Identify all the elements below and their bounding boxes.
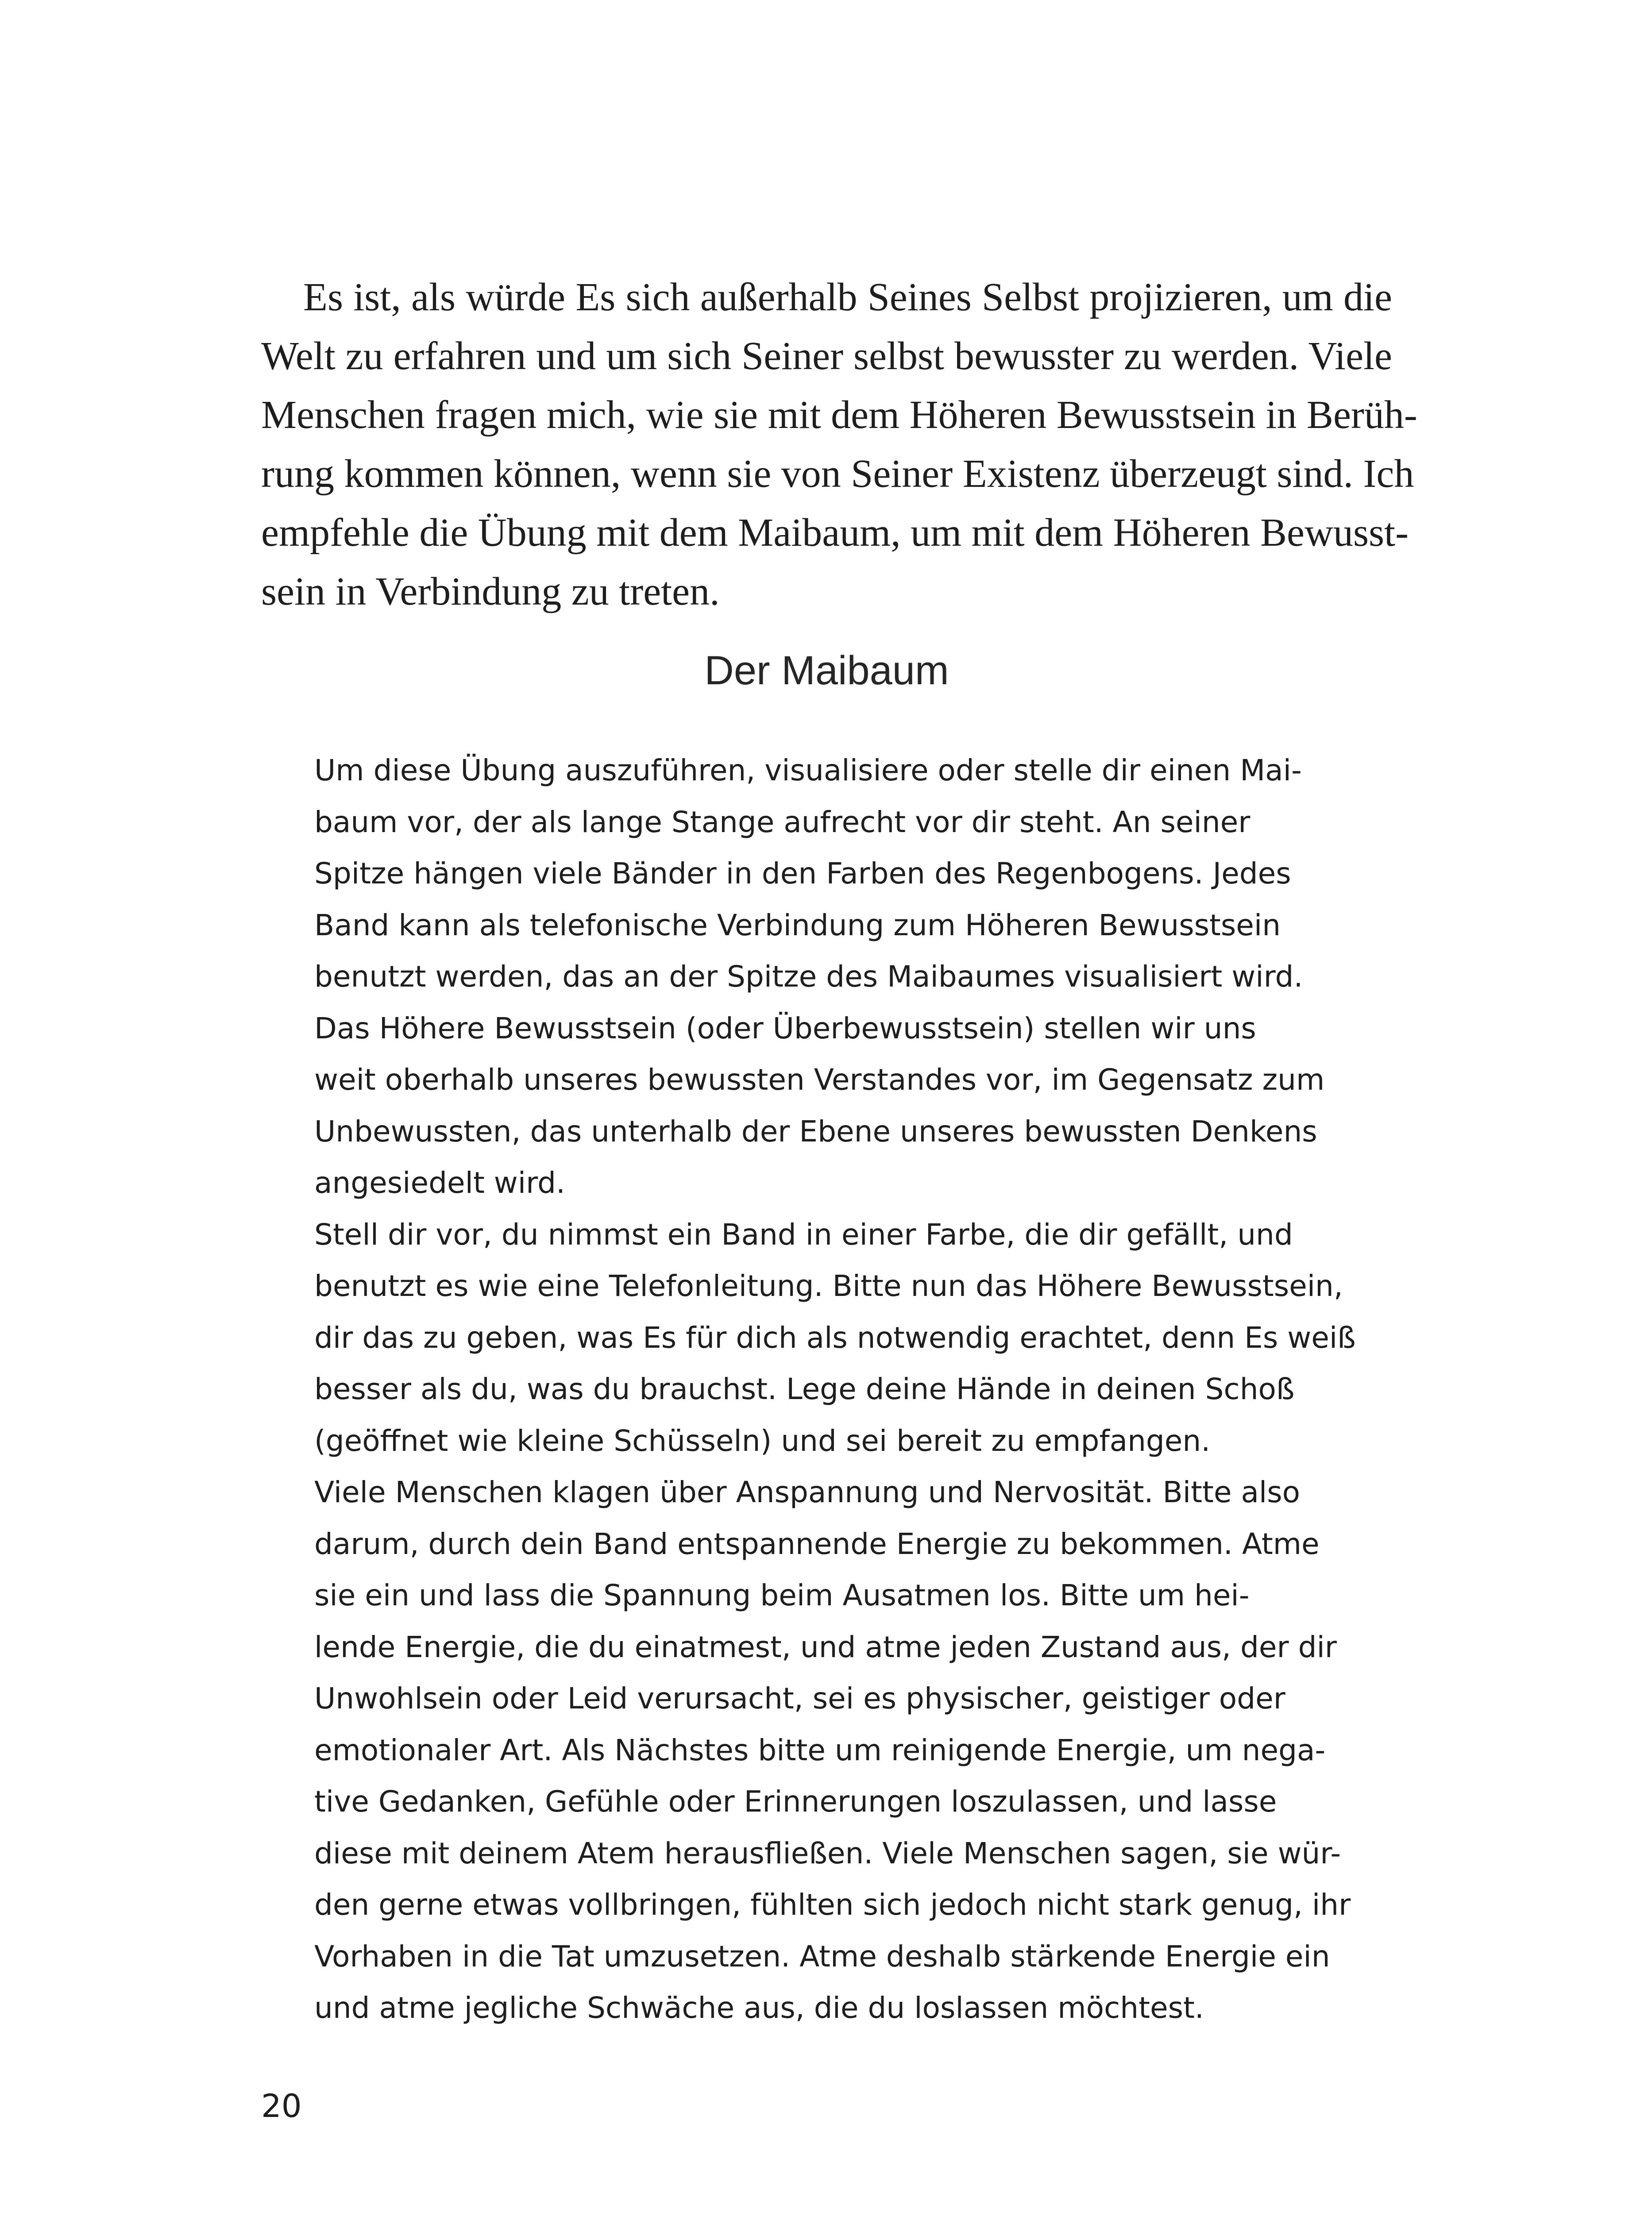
exercise-line: tive Gedanken, Gefühle oder Erinnerungen loszulassen, und lasse xyxy=(314,1785,1277,1819)
intro-line: Es ist, als würde Es sich außerhalb Seines Selbst projizieren, um die xyxy=(303,275,1392,319)
exercise-line: den gerne etwas vollbringen, fühlten sich jedoch nicht stark genug, ihr xyxy=(314,1888,1351,1922)
section-heading: Der Maibaum xyxy=(704,648,949,693)
exercise-line: Band kann als telefonische Verbindung zum Höheren Bewusstsein xyxy=(314,908,1281,942)
exercise-line: Stell dir vor, du nimmst ein Band in einer Farbe, die dir gefällt, und xyxy=(314,1217,1293,1252)
intro-line: rung kommen können, wenn sie von Seiner Existenz überzeugt sind. Ich xyxy=(261,452,1414,496)
exercise-line: (geöffnet wie kleine Schüsseln) und sei bereit zu empfangen. xyxy=(314,1423,1211,1458)
exercise-line: emotionaler Art. Als Nächstes bitte um reinigende Energie, um nega- xyxy=(314,1733,1326,1767)
exercise-line: Spitze hängen viele Bänder in den Farben des Regenbogens. Jedes xyxy=(314,856,1291,891)
exercise-line: diese mit deinem Atem herausfließen. Viele Menschen sagen, sie wür- xyxy=(314,1836,1341,1870)
exercise-line: sie ein und lass die Spannung beim Ausatmen los. Bitte um hei- xyxy=(314,1578,1250,1612)
exercise-line: besser als du, was du brauchst. Lege deine Hände in deinen Schoß xyxy=(314,1372,1295,1406)
intro-line: sein in Verbindung zu treten. xyxy=(261,570,720,613)
exercise-line: benutzt es wie eine Telefonleitung. Bitte nun das Höhere Bewusstsein, xyxy=(314,1269,1343,1303)
exercise-line: darum, durch dein Band entspannende Energie zu bekommen. Atme xyxy=(314,1527,1320,1561)
intro-line: Welt zu erfahren und um sich Seiner selbst bewusster zu werden. Viele xyxy=(261,334,1392,378)
intro-line: Menschen fragen mich, wie sie mit dem Höheren Bewusstsein in Berüh- xyxy=(261,393,1417,437)
exercise-line: Das Höhere Bewusstsein (oder Überbewusstsein) stellen wir uns xyxy=(314,1011,1256,1045)
exercise-line: Viele Menschen klagen über Anspannung und Nervosität. Bitte also xyxy=(314,1475,1300,1509)
exercise-line: Um diese Übung auszuführen, visualisiere oder stelle dir einen Mai- xyxy=(314,753,1302,787)
intro-line: empfehle die Übung mit dem Maibaum, um mit dem Höheren Bewusst- xyxy=(261,511,1409,555)
exercise-line: benutzt werden, das an der Spitze des Maibaumes visualisiert wird. xyxy=(314,960,1303,994)
exercise-line: baum vor, der als lange Stange aufrecht vor dir steht. An seiner xyxy=(314,805,1251,839)
exercise-line: Unwohlsein oder Leid verursacht, sei es physischer, geistiger oder xyxy=(314,1681,1285,1716)
exercise-line: lende Energie, die du einatmest, und atme jeden Zustand aus, der dir xyxy=(314,1630,1337,1664)
exercise-line: Unbewussten, das unterhalb der Ebene unseres bewussten Denkens xyxy=(314,1114,1317,1149)
exercise-line: Vorhaben in die Tat umzusetzen. Atme deshalb stärkende Energie ein xyxy=(314,1939,1330,1974)
exercise-line: dir das zu geben, was Es für dich als notwendig erachtet, denn Es weiß xyxy=(314,1320,1356,1355)
exercise-line: angesiedelt wird. xyxy=(314,1166,565,1200)
exercise-text xyxy=(314,745,1377,2034)
exercise-line: weit oberhalb unseres bewussten Verstandes vor, im Gegensatz zum xyxy=(314,1063,1325,1097)
page-number: 20 xyxy=(261,2087,302,2124)
intro-paragraph xyxy=(261,268,1417,621)
exercise-line: und atme jegliche Schwäche aus, die du loslassen möchtest. xyxy=(314,1991,1204,2025)
